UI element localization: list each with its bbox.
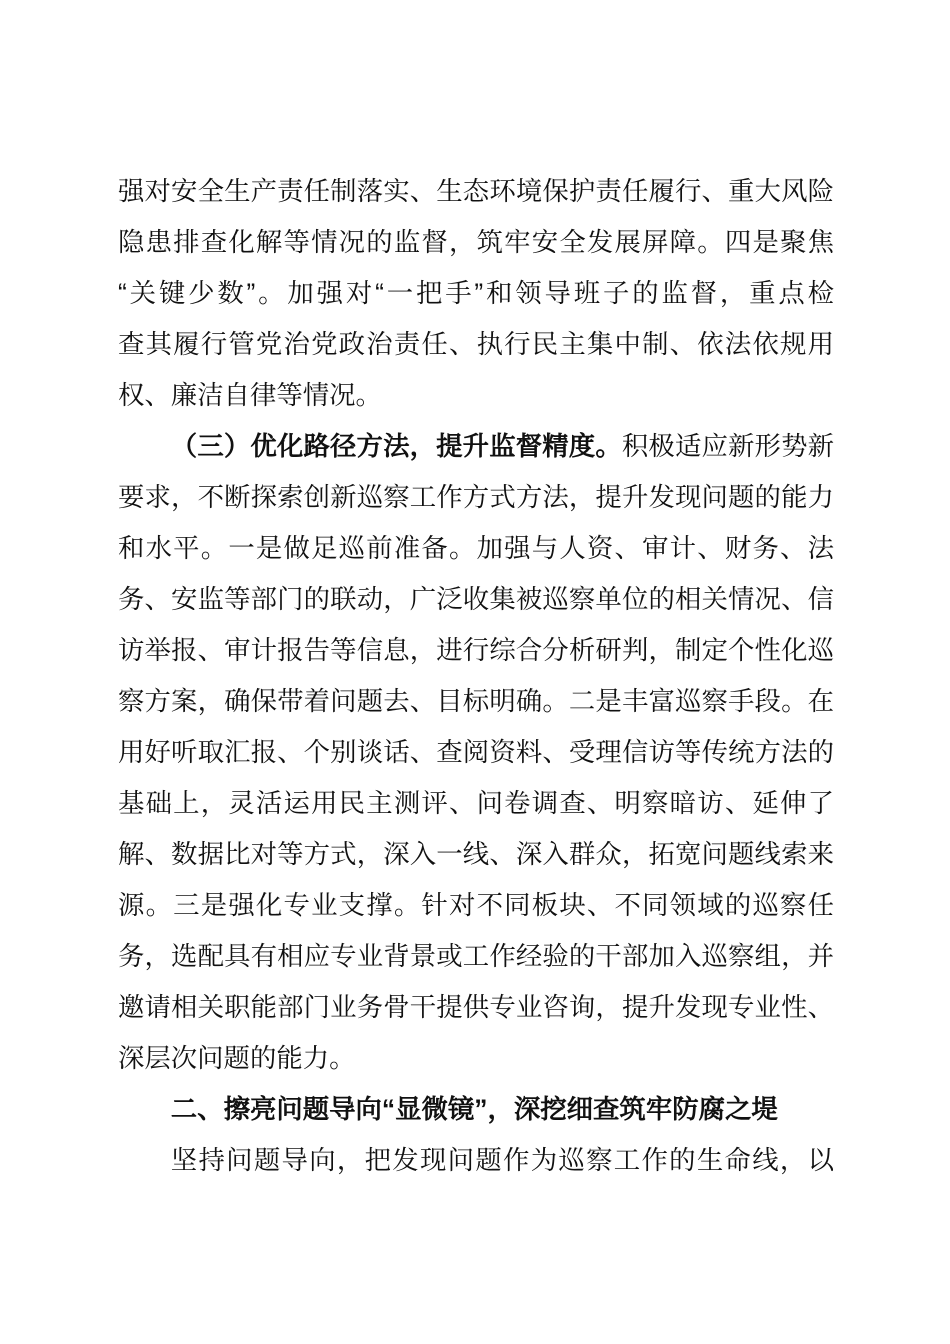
text-line: 坚持问题导向，把发现问题作为巡察工作的生命线，以 bbox=[170, 1145, 834, 1175]
text-line: 源。三是强化专业支撑。针对不同板块、不同领域的巡察任 bbox=[118, 890, 834, 920]
paragraph-lead-rest: 积极适应新形势新 bbox=[621, 431, 834, 461]
text-line: 权、廉洁自律等情况。 bbox=[118, 380, 382, 410]
text-line: 用好听取汇报、个别谈话、查阅资料、受理信访等传统方法的 bbox=[118, 737, 834, 767]
paragraph-lead-bold: （三）优化路径方法，提升监督精度。 bbox=[170, 431, 622, 461]
text-line: “关键少数”。加强对“一把手”和领导班子的监督，重点检 bbox=[118, 278, 834, 308]
paragraph bbox=[118, 1135, 834, 1186]
paragraph bbox=[118, 421, 834, 1084]
text-line: 隐患排查化解等情况的监督，筑牢安全发展屏障。四是聚焦 bbox=[118, 227, 834, 257]
text-line: 查其履行管党治党政治责任、执行民主集中制、依法依规用 bbox=[118, 329, 834, 359]
text-line: 务，选配具有相应专业背景或工作经验的干部加入巡察组，并 bbox=[118, 941, 834, 971]
text-line: 访举报、审计报告等信息，进行综合分析研判，制定个性化巡 bbox=[118, 635, 834, 665]
text-line: 基础上，灵活运用民主测评、问卷调查、明察暗访、延伸了 bbox=[118, 788, 834, 818]
text-line: 务、安监等部门的联动，广泛收集被巡察单位的相关情况、信 bbox=[118, 584, 834, 614]
document-text-block bbox=[118, 166, 834, 1186]
text-line: 要求，不断探索创新巡察工作方式方法，提升发现问题的能力 bbox=[118, 482, 834, 512]
text-line: 解、数据比对等方式，深入一线、深入群众，拓宽问题线索来 bbox=[118, 839, 834, 869]
text-line: 深层次问题的能力。 bbox=[118, 1043, 356, 1073]
text-line: 察方案，确保带着问题去、目标明确。二是丰富巡察手段。在 bbox=[118, 686, 834, 716]
paragraph bbox=[118, 166, 834, 421]
paragraph bbox=[118, 1084, 834, 1135]
text-line: 邀请相关职能部门业务骨干提供专业咨询，提升发现专业性、 bbox=[118, 992, 834, 1022]
section-heading: 二、擦亮问题导向“显微镜”，深挖细查筑牢防腐之堤 bbox=[170, 1094, 778, 1124]
text-line: 和水平。一是做足巡前准备。加强与人资、审计、财务、法 bbox=[118, 533, 834, 563]
text-line bbox=[118, 421, 834, 472]
text-line: 强对安全生产责任制落实、生态环境保护责任履行、重大风险 bbox=[118, 176, 834, 206]
